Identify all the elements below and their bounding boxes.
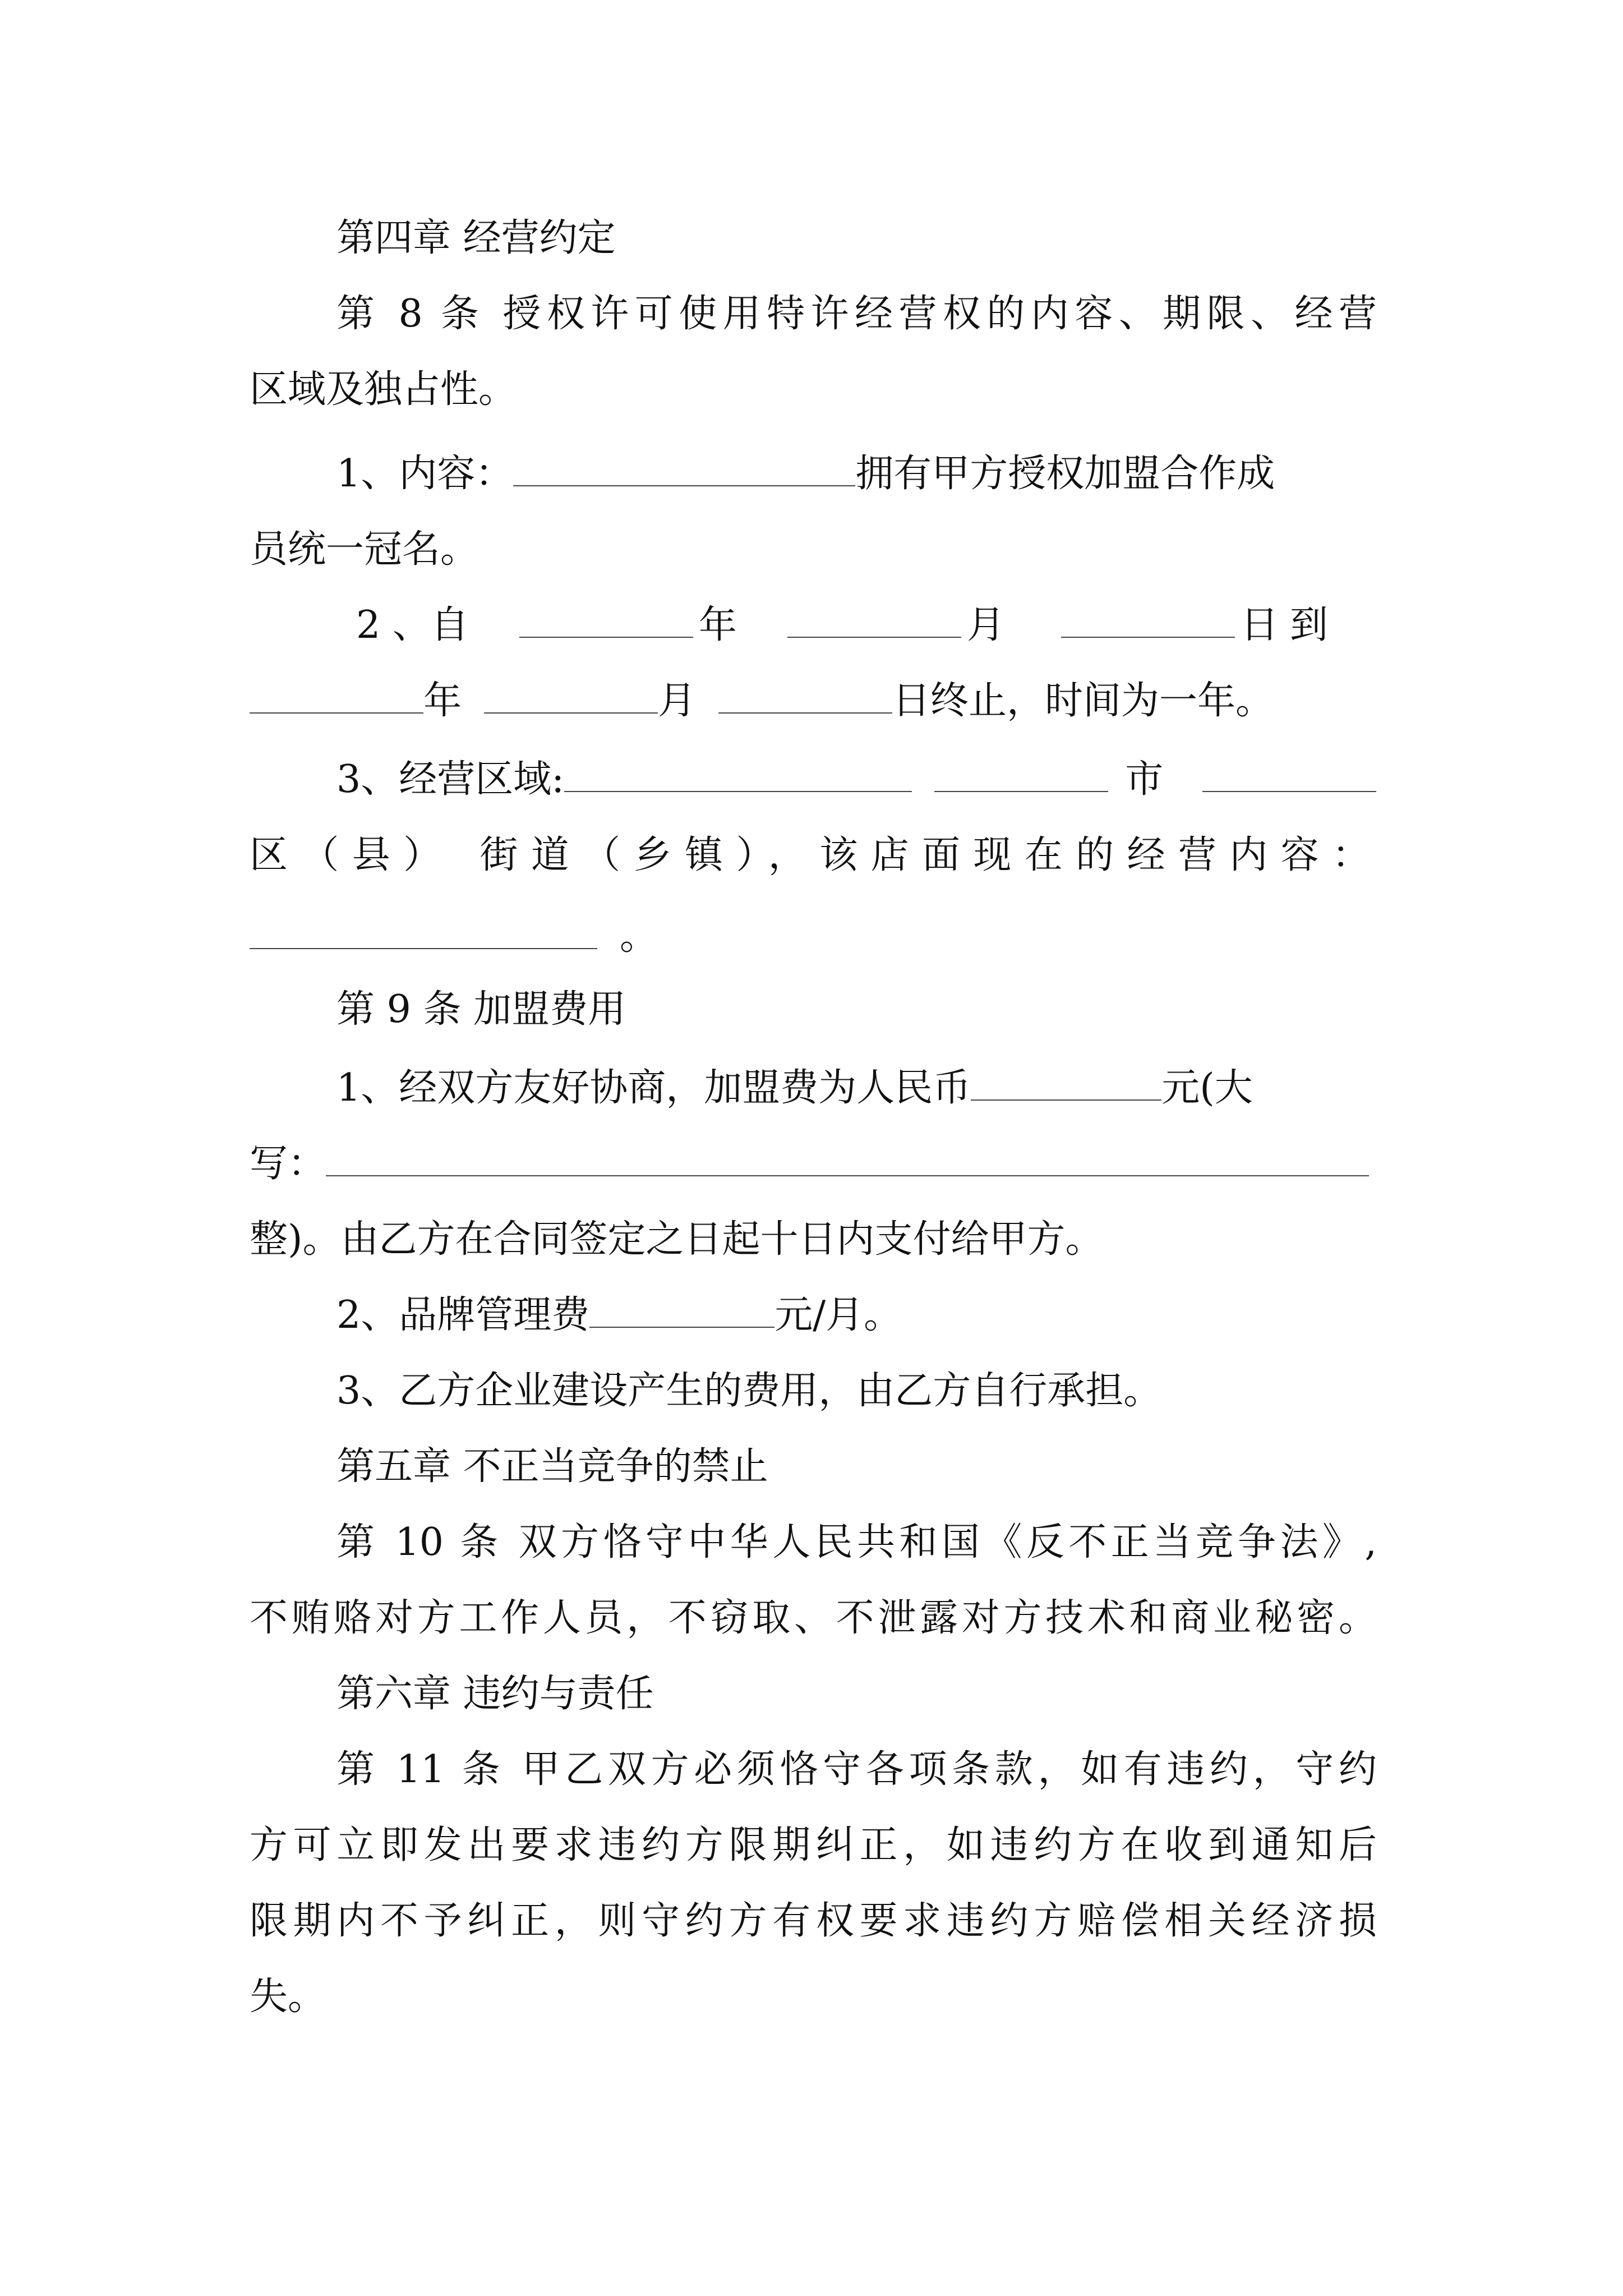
- end-year-blank: [250, 680, 423, 714]
- region-blank: [564, 758, 912, 792]
- city-blank: [934, 758, 1108, 792]
- content-blank: [513, 453, 855, 486]
- chapter-6-title: 第六章 违约与责任: [336, 1672, 654, 1716]
- start-month-label: 月: [966, 603, 1005, 647]
- end-year-label: 年: [423, 679, 462, 723]
- start-day-blank: [1061, 604, 1235, 638]
- item-1-line-2: 员统一冠名。: [250, 527, 479, 572]
- article-8-line-1: 第 8 条 授权许可使用特许经营权的内容、期限、经营: [336, 292, 1377, 336]
- chapter-5-title: 第五章 不正当竞争的禁止: [336, 1444, 768, 1489]
- fee-item-1-line-1: [336, 1049, 1377, 1128]
- item-3-line-2: 区（县） 街道（乡镇），该店面现在的经营内容：: [250, 833, 1377, 877]
- fee-item-2-suffix: 元/月。: [774, 1293, 902, 1337]
- article-10-line-2: 不贿赂对方工作人员，不窃取、不泄露对方技术和商业秘密。: [250, 1596, 1377, 1640]
- city-label: 市: [1125, 757, 1164, 802]
- business-content-blank: [250, 915, 597, 949]
- item-3-prefix: 3、经营区域:: [336, 757, 565, 802]
- item-1-prefix: 1、内容：: [336, 452, 514, 496]
- fee-uppercase-blank: [326, 1143, 1369, 1176]
- item-3-line-3: [250, 898, 1377, 976]
- article-10-line-1: 第 10 条 双方恪守中华人民共和国《反不正当竞争法》,: [336, 1520, 1377, 1565]
- fee-item-2: [336, 1276, 1377, 1355]
- end-month-blank: [484, 680, 658, 714]
- article-11-line-3: 限期内不予纠正，则守约方有权要求违约方赔偿相关经济损: [250, 1899, 1377, 1943]
- item-1-line-1: [336, 435, 1377, 513]
- franchise-fee-blank: [971, 1067, 1161, 1101]
- term-end-text: 日终止，时间为一年。: [892, 679, 1274, 723]
- item-2-line-2: [250, 662, 1377, 740]
- start-month-blank: [787, 604, 961, 638]
- fee-item-1-line-2: [250, 1125, 1377, 1203]
- start-year-blank: [519, 604, 693, 638]
- day-to-label: 日到: [1240, 603, 1339, 647]
- start-year-label: 年: [698, 603, 737, 647]
- fee-item-2-prefix: 2、品牌管理费: [336, 1293, 590, 1337]
- item-1-suffix: 拥有甲方授权加盟合作成: [855, 452, 1275, 496]
- article-9-title: 第 9 条 加盟费用: [336, 987, 626, 1032]
- uppercase-label: 写：: [250, 1142, 326, 1186]
- article-8-line-2: 区域及独占性。: [250, 367, 517, 412]
- chapter-4-title: 第四章 经营约定: [336, 216, 616, 260]
- fee-item-3: 3、乙方企业建设产生的费用，由乙方自行承担。: [336, 1369, 1162, 1413]
- article-11-line-4: 失。: [250, 1975, 326, 2019]
- article-11-line-2: 方可立即发出要求违约方限期纠正，如违约方在收到通知后: [250, 1823, 1377, 1867]
- item-2-prefix: 2 、自: [356, 603, 469, 647]
- brand-fee-blank: [589, 1294, 774, 1328]
- fee-item-1-prefix: 1、经双方友好协商，加盟费为人民币: [336, 1066, 971, 1110]
- item-2-line-1: [356, 586, 1377, 665]
- item-3-line-1: [336, 740, 1377, 819]
- end-month-label: 月: [658, 679, 697, 723]
- district-blank: [1202, 758, 1376, 792]
- fee-item-1-suffix: 元(大: [1161, 1066, 1253, 1110]
- fee-item-1-line-3: 整)。由乙方在合同签定之日起十日内支付给甲方。: [250, 1217, 1104, 1262]
- item-3-end: 。: [620, 914, 658, 959]
- end-day-blank: [718, 680, 892, 714]
- article-11-line-1: 第 11 条 甲乙双方必须恪守各项条款，如有违约，守约: [336, 1747, 1377, 1792]
